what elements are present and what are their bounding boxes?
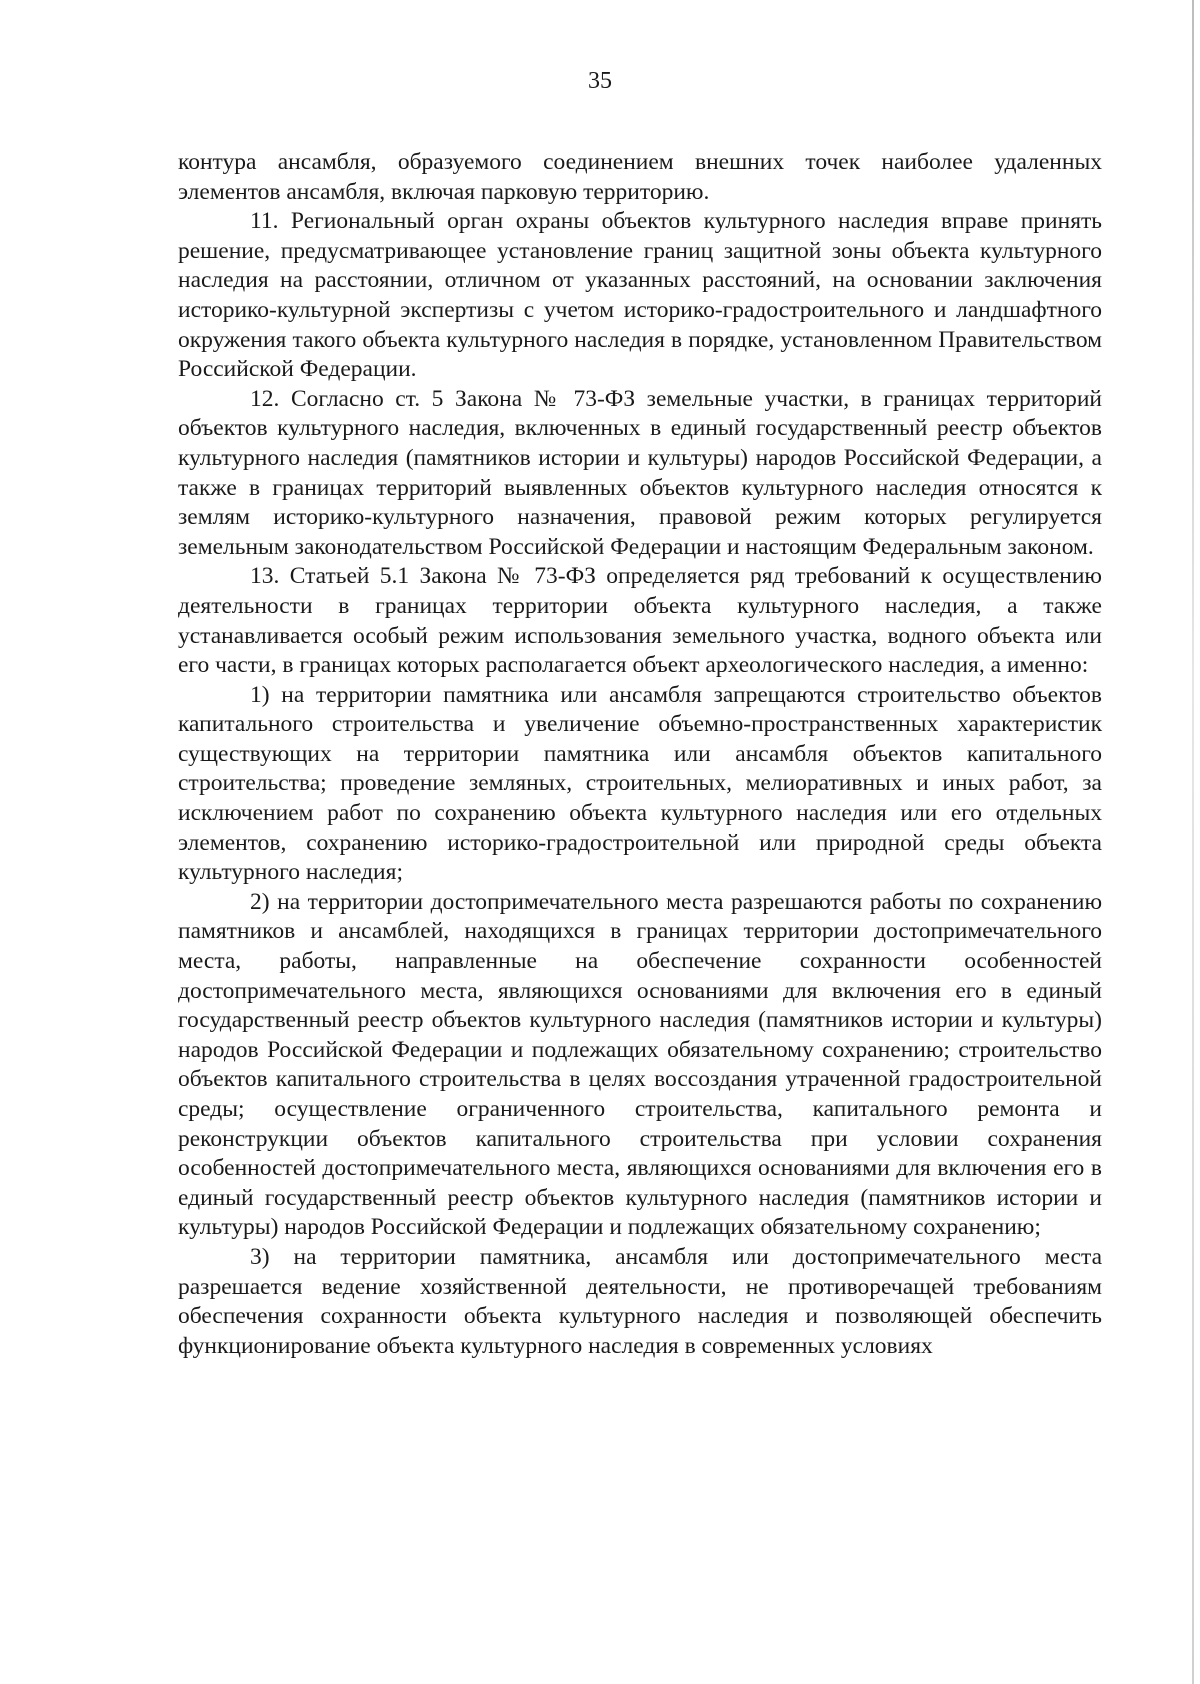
paragraph-item-13: 13. Статьей 5.1 Закона № 73-ФЗ определяется ряд требований к осуществлению деятельности в границах территории объекта культурного наследия, а также устанавливается особый режим использования земельного участка, водного объекта или его части, в границах которых располагается объект археологического наследия, а именно: <box>178 563 1102 679</box>
paragraph-item-12: 12. Согласно ст. 5 Закона № 73-ФЗ земельные участки, в границах территорий объектов культурного наследия, включенных в единый государственный реестр объектов культурного наследия (памятников истории и культуры) народов Российской Федерации, а также в границах территорий выявленных объектов культурного наследия относятся к землям историко-культурного назначения, правовой режим которых регулируется земельным законодательством Российской Федерации и настоящим Федеральным законом. <box>178 385 1102 560</box>
paragraph-subitem-3: 3) на территории памятника, ансамбля или достопримечательного места разрешается ведение хозяйственной деятельности, не противоречащей требованиям обеспечения сохранности объекта культурного наследия и позволяющей обеспечить функционирование объекта культурного наследия в современных условиях <box>178 1243 1102 1359</box>
paragraph-subitem-1: 1) на территории памятника или ансамбля запрещаются строительство объектов капитального строительства и увеличение объемно-пространственных характеристик существующих на территории памятника или ансамбля объектов капитального строительства; проведение земляных, строительных, мелиоративных и иных работ, за исключением работ по сохранению объекта культурного наследия или его отдельных элементов, сохранению историко-градостроительной или природной среды объекта культурного наследия; <box>178 681 1102 886</box>
paragraph-continuation: контура ансамбля, образуемого соединением внешних точек наиболее удаленных элементов ансамбля, включая парковую территорию. <box>178 149 1102 205</box>
page-edge <box>1192 0 1194 1684</box>
paragraph-subitem-2: 2) на территории достопримечательного места разрешаются работы по сохранению памятников и ансамблей, находящихся в границах территории достопримечательного места, работы, направленные на обеспечение сохранности особенностей достопримечательного места, являющихся основаниями для включения его в единый государственный реестр объектов культурного наследия (памятников истории и культуры) народов Российской Федерации и подлежащих обязательному сохранению; строительство объектов капитального строительства в целях воссоздания утраченной градостроительной среды; осуществление ограниченного строительства, капитального ремонта и реконструкции объектов капитального строительства при условии сохранения особенностей достопримечательного места, являющихся основаниями для включения его в единый государственный реестр объектов культурного наследия (памятников истории и культуры) народов Российской Федерации и подлежащих обязательному сохранению; <box>178 888 1102 1241</box>
page-number: 35 <box>588 68 612 94</box>
paragraph-item-11: 11. Региональный орган охраны объектов культурного наследия вправе принять решение, предусматривающее установление границ защитной зоны объекта культурного наследия на расстоянии, отличном от указанных расстояний, на основании заключения историко-культурной экспертизы с учетом историко-градостроительного и ландшафтного окружения такого объекта культурного наследия в порядке, установленном Правительством Российской Федерации. <box>178 208 1102 383</box>
document-body <box>178 148 1102 1361</box>
